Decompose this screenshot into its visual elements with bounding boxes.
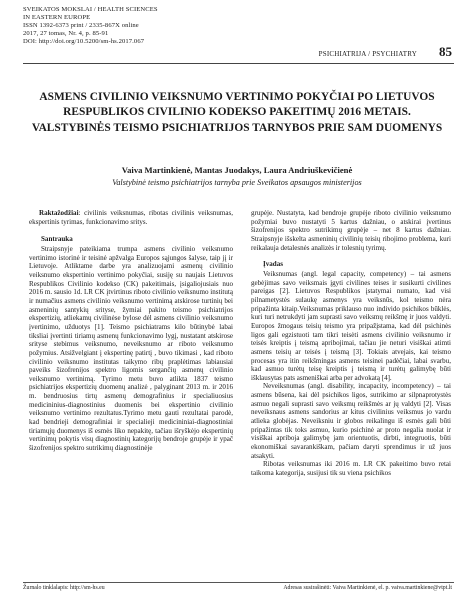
keywords [29,209,233,226]
journal-name-line-2: IN EASTERN EUROPE [23,14,91,22]
page-header [0,0,474,82]
journal-website: Žurnalo tinklalapis: http://sm-hs.eu [23,585,105,591]
page-number: 85 [439,44,452,59]
summary-heading: Santrauka [41,235,73,244]
keywords-text: : civilinis veiksnumas, ribotas civilinis veiksnumas, ekspertinis tyrimas, funkcionavimo sritys. [29,209,233,226]
section-name: PSICHIATRIJA / PSYCHIATRY [318,50,417,58]
issn-line: ISSN 1392-6373 print / 2335-867X online [23,22,139,30]
journal-name-line-1: SVEIKATOS MOKSLAI / HEALTH SCIENCES [23,6,158,13]
intro-heading: Įvadas [263,260,283,269]
article-title: ASMENS CIVILINIO VEIKSNUMO VERTINIMO POKYČIAI PO LIETUVOS RESPUBLIKOS CIVILINIO KODEKSO PAKEITIMŲ 2016 METAIS. VALSTYBINĖS TEISMO PSICHIATRIJOS TARNYBOS PRIE SAM DUOMENYS [31,91,443,134]
intro-paragraph-1: Veiksnumas (angl. legal capacity, competency) – tai asmens gebėjimas savo veiksmais įgyti civilines teises ir susikurti civilines pareigas [2]. Lietuvos Respublikos įstatymai numato, kad visi pilnametystės sulaukę asmenys yra veiksnūs, kol teismo nėra pripažinta kitaip.Veiksnumas priklauso nuo individo psichikos būklės, kuri turi netrukdyti jam suprasti savo veiksmų reikšmę ir juos valdyti. Europos žmogaus teisių teismo yra pripažįstama, kad dėl psichinės ligos gali egzistuoti tam tikri teisėti asmens civilinio veiksnumo ir teisės kreiptis į teismą apribojimai, tačiau jie neturi visiškai atimti asmens teisių ar teisės į teismą [3]. Tokiais atvejais, kai teismo procesas yra itin reikšmingas asmens teisinei padėčiai, labai svarbu, kad asmuo turėtų teisę kreiptis į teismą ir turėtų galimybę būti išklausytas pats asmeniškai arba per advokatą [4]. [251,269,451,382]
article-authors: Vaiva Martinkienė, Mantas Juodakys, Laura Andriuškevičienė [121,165,353,175]
right-column [251,209,451,478]
intro-paragraph-3: Ribotas veiksnumas iki 2016 m. LR CK pakeitimo buvo retai taikoma kategorija, susijusi tik su viena psichikos [251,460,451,478]
correspondence-address: Adresas susirašinėti: Vaiva Martinkienė, el. p. vaiva.martinkiene@vtpt.lt [283,585,452,591]
header-right [319,44,452,60]
intro-paragraph-2: Neveiksnumas (angl. disability, incapacity, incompetency) – tai asmens būsena, kai dėl psichikos ligos, sutrikimo ar silpnaprotystės asmuo negali suprasti savo veiksmų reikšmės ar jų valdyti [2]. Visas neveiksnaus asmens sandorius ar kitus civilinius veiksmus jo vardu atlieka globėjas. Neveiksniu ir globos reikalingu iš esmės gali būti pripažintas tik toks asmuo, kurio psichinė ar proto negalia nuolat ir visiškai apriboja galimybę jam orientuotis, dirbti, integruotis, būti ekonomiškai savarankiškam, pačiam daryti sprendimus ir už juos atsakyti. [251,382,451,460]
journal-info [23,6,158,46]
author-affiliation: Valstybinė teismo psichiatrijos tarnyba prie Sveikatos apsaugos ministerijos [112,178,362,187]
summary-text: Straipsnyje pateikiama trumpa asmens civilinio veiksnumo vertinimo istorinė ir teisinė apžvalga Europos sąjungos šalyse, taip jį ir Lietuvoje. Atliktame darbe yra analizuojami asmenų civilinio veiksnumo ekspertinio vertinimo pokyčiai, susiję su naujais Lietuvos Respublikos Civilinio kodekso (CK) pakeitimais, įsigaliojusiais nuo 2016 m. sausio 1d. LR CK įtvirtinus riboto civilinio veiksnumo institutą ir numačius asmens civilinio veiksnumo vertinimą atskirose turtinių bei asmeninių santykių srityse, žymiai pakito teismo psichiatrijos ekspertizių, atliekamų civilinėse bylose dėl asmens civilinio veiksnumo įvertinimo, užduotys [1]. Teismo psichiatrams kilo būtinybė labai tiksliai įvertinti tiriamų asmenų funkcionavimo lygį, nustatant atskirose srityse stebimus veiksnumo, neveiksnumo ar riboto veiksnumo požymius. Atsižvelgiant į ekspertinę patirtį , buvo tikimasi , kad riboto civilinio veiksnumo institutas taikymo ribų praplėtimas labiausiai paveiks šizofrenijos spektro ligomis sergančių asmenų civilinio veiksnumo vertinimą. Tyrimo metu buvo atlikta 1837 teismo psichiatrijos ekspertizių duomenų analizė , palyginant 2013 m. ir 2016 m. bendruosius tirtų asmenų demografinius ir specialiuosius medicininius-diagnostinius duomenis bei ekspertinio civilinio veiksnumo vertinimo rezultatus.Tyrimo metu gauti rezultatai parodė, kad bendrieji demografiniai ir specialieji medicininiai-diagnostiniai tiriamųjų duomenys iš esmės liko nepakitę, tačiau išryškėjo ekspertinių vertinimų pokytis visų diagnostinių kategorijų bendroje grupėje ir ypač šizofrenijos spektro sutrikimų diagnostinėje [29,244,233,453]
footer-divider [23,582,454,583]
header-divider [23,63,454,64]
keywords-label: Raktažodžiai [39,209,79,217]
left-column [29,209,233,453]
summary-continuation: grupėje. Nustatyta, kad bendroje grupėje riboto civilinio veiksnumo požymiai buvo nustatyti 5 kartus dažniau, o atskirai įvertinus šizofrenijos spektro sutrikimų grupėje – net 8 kartus dažniau. Straipsnyje išskelta asmeninių civilinių teisių ribojimo problema, kuri reikalauja detalesnės analizės ir tolesnių tyrimų. [251,209,451,252]
doi-line: DOI: http://doi.org/10.5200/sm-hs.2017.067 [23,38,145,46]
volume-line: 2017, 27 tomas, Nr. 4, p. 85-91 [23,30,109,38]
